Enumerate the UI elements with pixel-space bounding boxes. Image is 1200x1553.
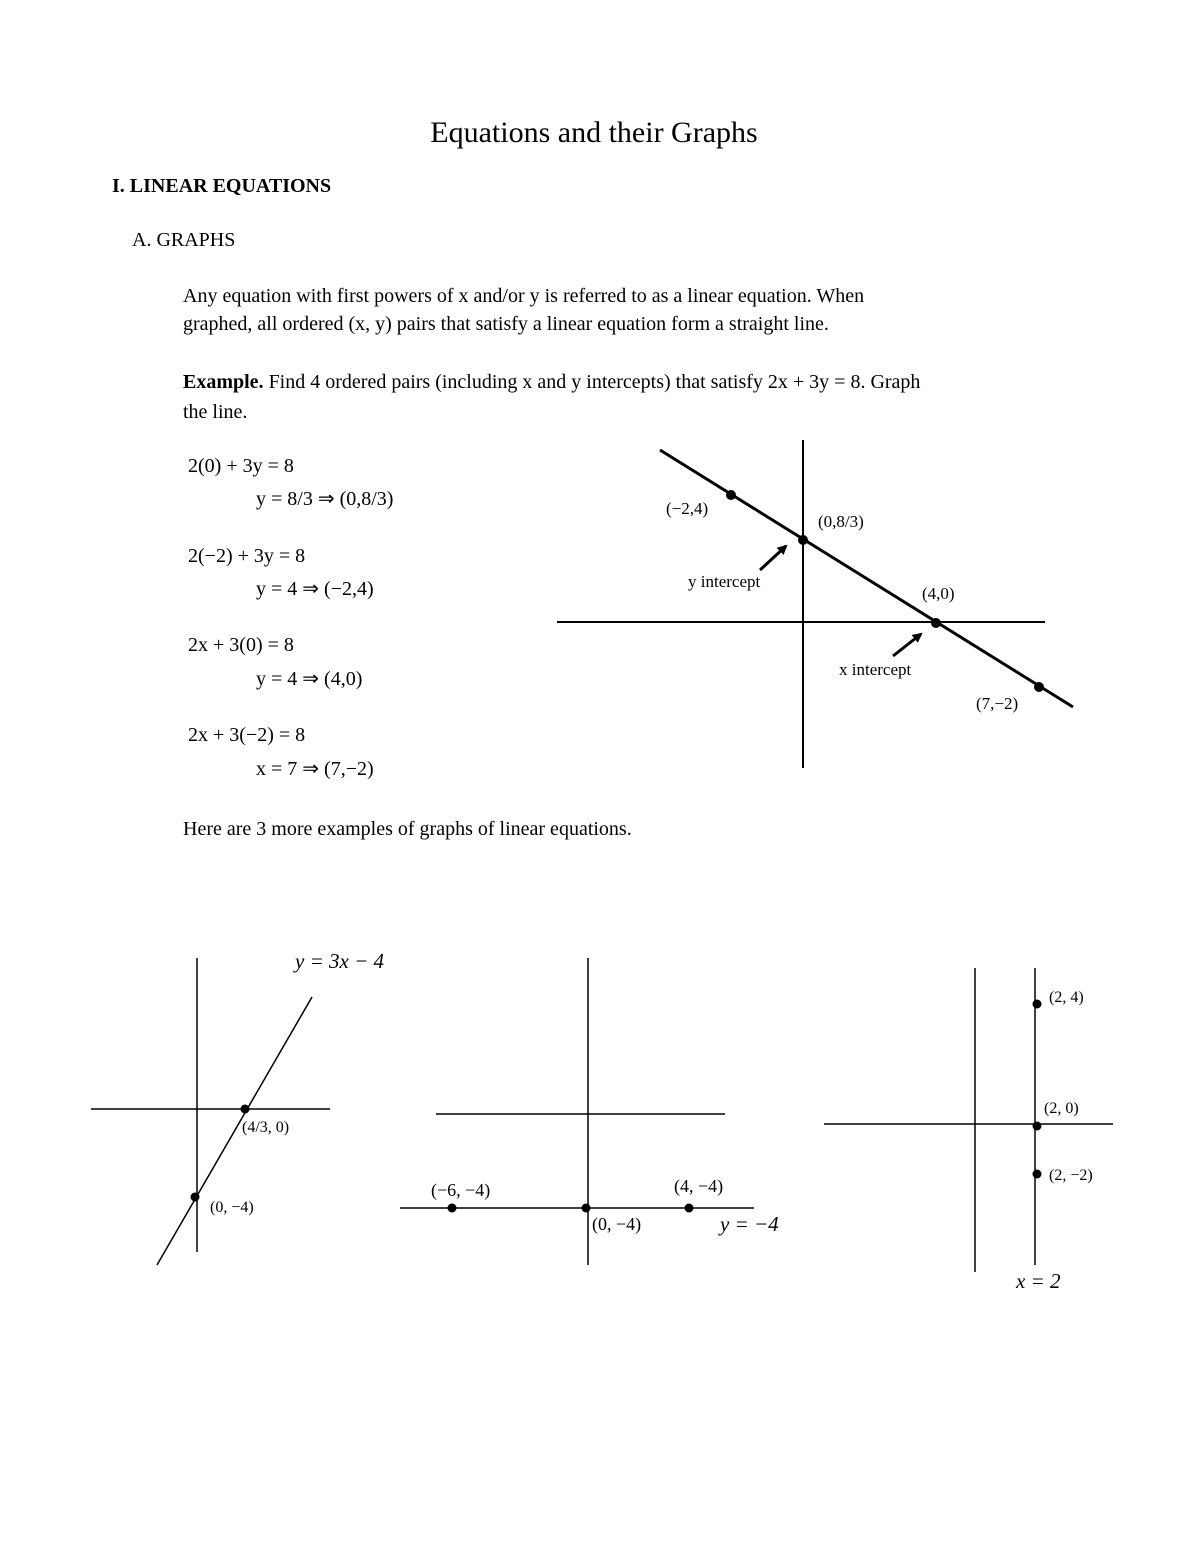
graph1-x-intercept-label: x intercept	[839, 660, 912, 679]
graph1-label-7-neg2: (7,−2)	[976, 694, 1019, 713]
work-step-4-result: x = 7 ⇒ (7,−2)	[256, 758, 374, 780]
example-text: Find 4 ordered pairs (including x and y intercepts) that satisfy 2x + 3y = 8. Graph	[268, 371, 921, 393]
graph2-label-4over3-0: (4/3, 0)	[242, 1119, 290, 1136]
work-step-1-eq: 2(0) + 3y = 8	[188, 455, 294, 477]
page-title: Equations and their Graphs	[430, 116, 758, 149]
graph1-label-0-8over3: (0,8/3)	[818, 512, 864, 531]
work-step-2-result: y = 4 ⇒ (−2,4)	[256, 578, 374, 600]
graph4-label-2-neg2: (2, −2)	[1049, 1167, 1093, 1184]
work-step-2-eq: 2(−2) + 3y = 8	[188, 545, 306, 567]
graph-y-3x-minus-4	[91, 949, 384, 1265]
graph2-point-4over3-0	[241, 1105, 250, 1114]
work-step-3-result: y = 4 ⇒ (4,0)	[256, 668, 363, 690]
graph4-label-2-4: (2, 4)	[1049, 989, 1084, 1006]
graph3-point-neg6-neg4	[448, 1204, 457, 1213]
more-examples-text: Here are 3 more examples of graphs of linear equations.	[183, 818, 632, 840]
graph3-label-neg6-neg4: (−6, −4)	[431, 1180, 491, 1200]
section-heading: I. LINEAR EQUATIONS	[112, 175, 332, 197]
graph-2x-3y-8	[557, 440, 1073, 768]
subsection-heading: A. GRAPHS	[132, 229, 236, 251]
graph1-point-neg2-4	[726, 490, 736, 500]
graph1-y-intercept-arrow	[760, 546, 786, 570]
graph1-point-0-8over3	[798, 535, 808, 545]
graph4-point-2-4	[1033, 1000, 1042, 1009]
graph4-label-2-0: (2, 0)	[1044, 1100, 1079, 1117]
graph3-point-4-neg4	[685, 1204, 694, 1213]
work-step-3-eq: 2x + 3(0) = 8	[188, 634, 294, 656]
graph3-point-0-neg4	[582, 1204, 591, 1213]
graph2-point-0-neg4	[191, 1193, 200, 1202]
graph3-equation: y = −4	[720, 1212, 779, 1236]
graph3-label-0-neg4: (0, −4)	[592, 1214, 642, 1234]
graph4-equation: x = 2	[1016, 1269, 1061, 1293]
graph4-point-2-neg2	[1033, 1170, 1042, 1179]
intro-line-2: graphed, all ordered (x, y) pairs that satisfy a linear equation form a straight line.	[183, 313, 829, 335]
work-step-4-eq: 2x + 3(−2) = 8	[188, 724, 306, 746]
graph-x-2	[824, 968, 1113, 1293]
graph1-x-intercept-arrow	[893, 634, 921, 656]
graph-y-neg4	[400, 958, 779, 1265]
intro-line-1: Any equation with first powers of x and/or y is referred to as a linear equation. When	[183, 285, 865, 307]
graph4-point-2-0	[1033, 1122, 1042, 1131]
work-step-1-result: y = 8/3 ⇒ (0,8/3)	[256, 488, 394, 510]
example-line-2: the line.	[183, 401, 248, 423]
graph2-label-0-neg4: (0, −4)	[210, 1199, 254, 1216]
graph1-point-4-0	[931, 618, 941, 628]
graph1-label-4-0: (4,0)	[922, 584, 955, 603]
example-label: Example.	[183, 371, 264, 393]
graph2-equation: y = 3x − 4	[295, 949, 384, 973]
graph1-label-neg2-4: (−2,4)	[666, 499, 709, 518]
graph1-point-7-neg2	[1034, 682, 1044, 692]
graph3-label-4-neg4: (4, −4)	[674, 1176, 724, 1196]
graph1-y-intercept-label: y intercept	[688, 572, 761, 591]
